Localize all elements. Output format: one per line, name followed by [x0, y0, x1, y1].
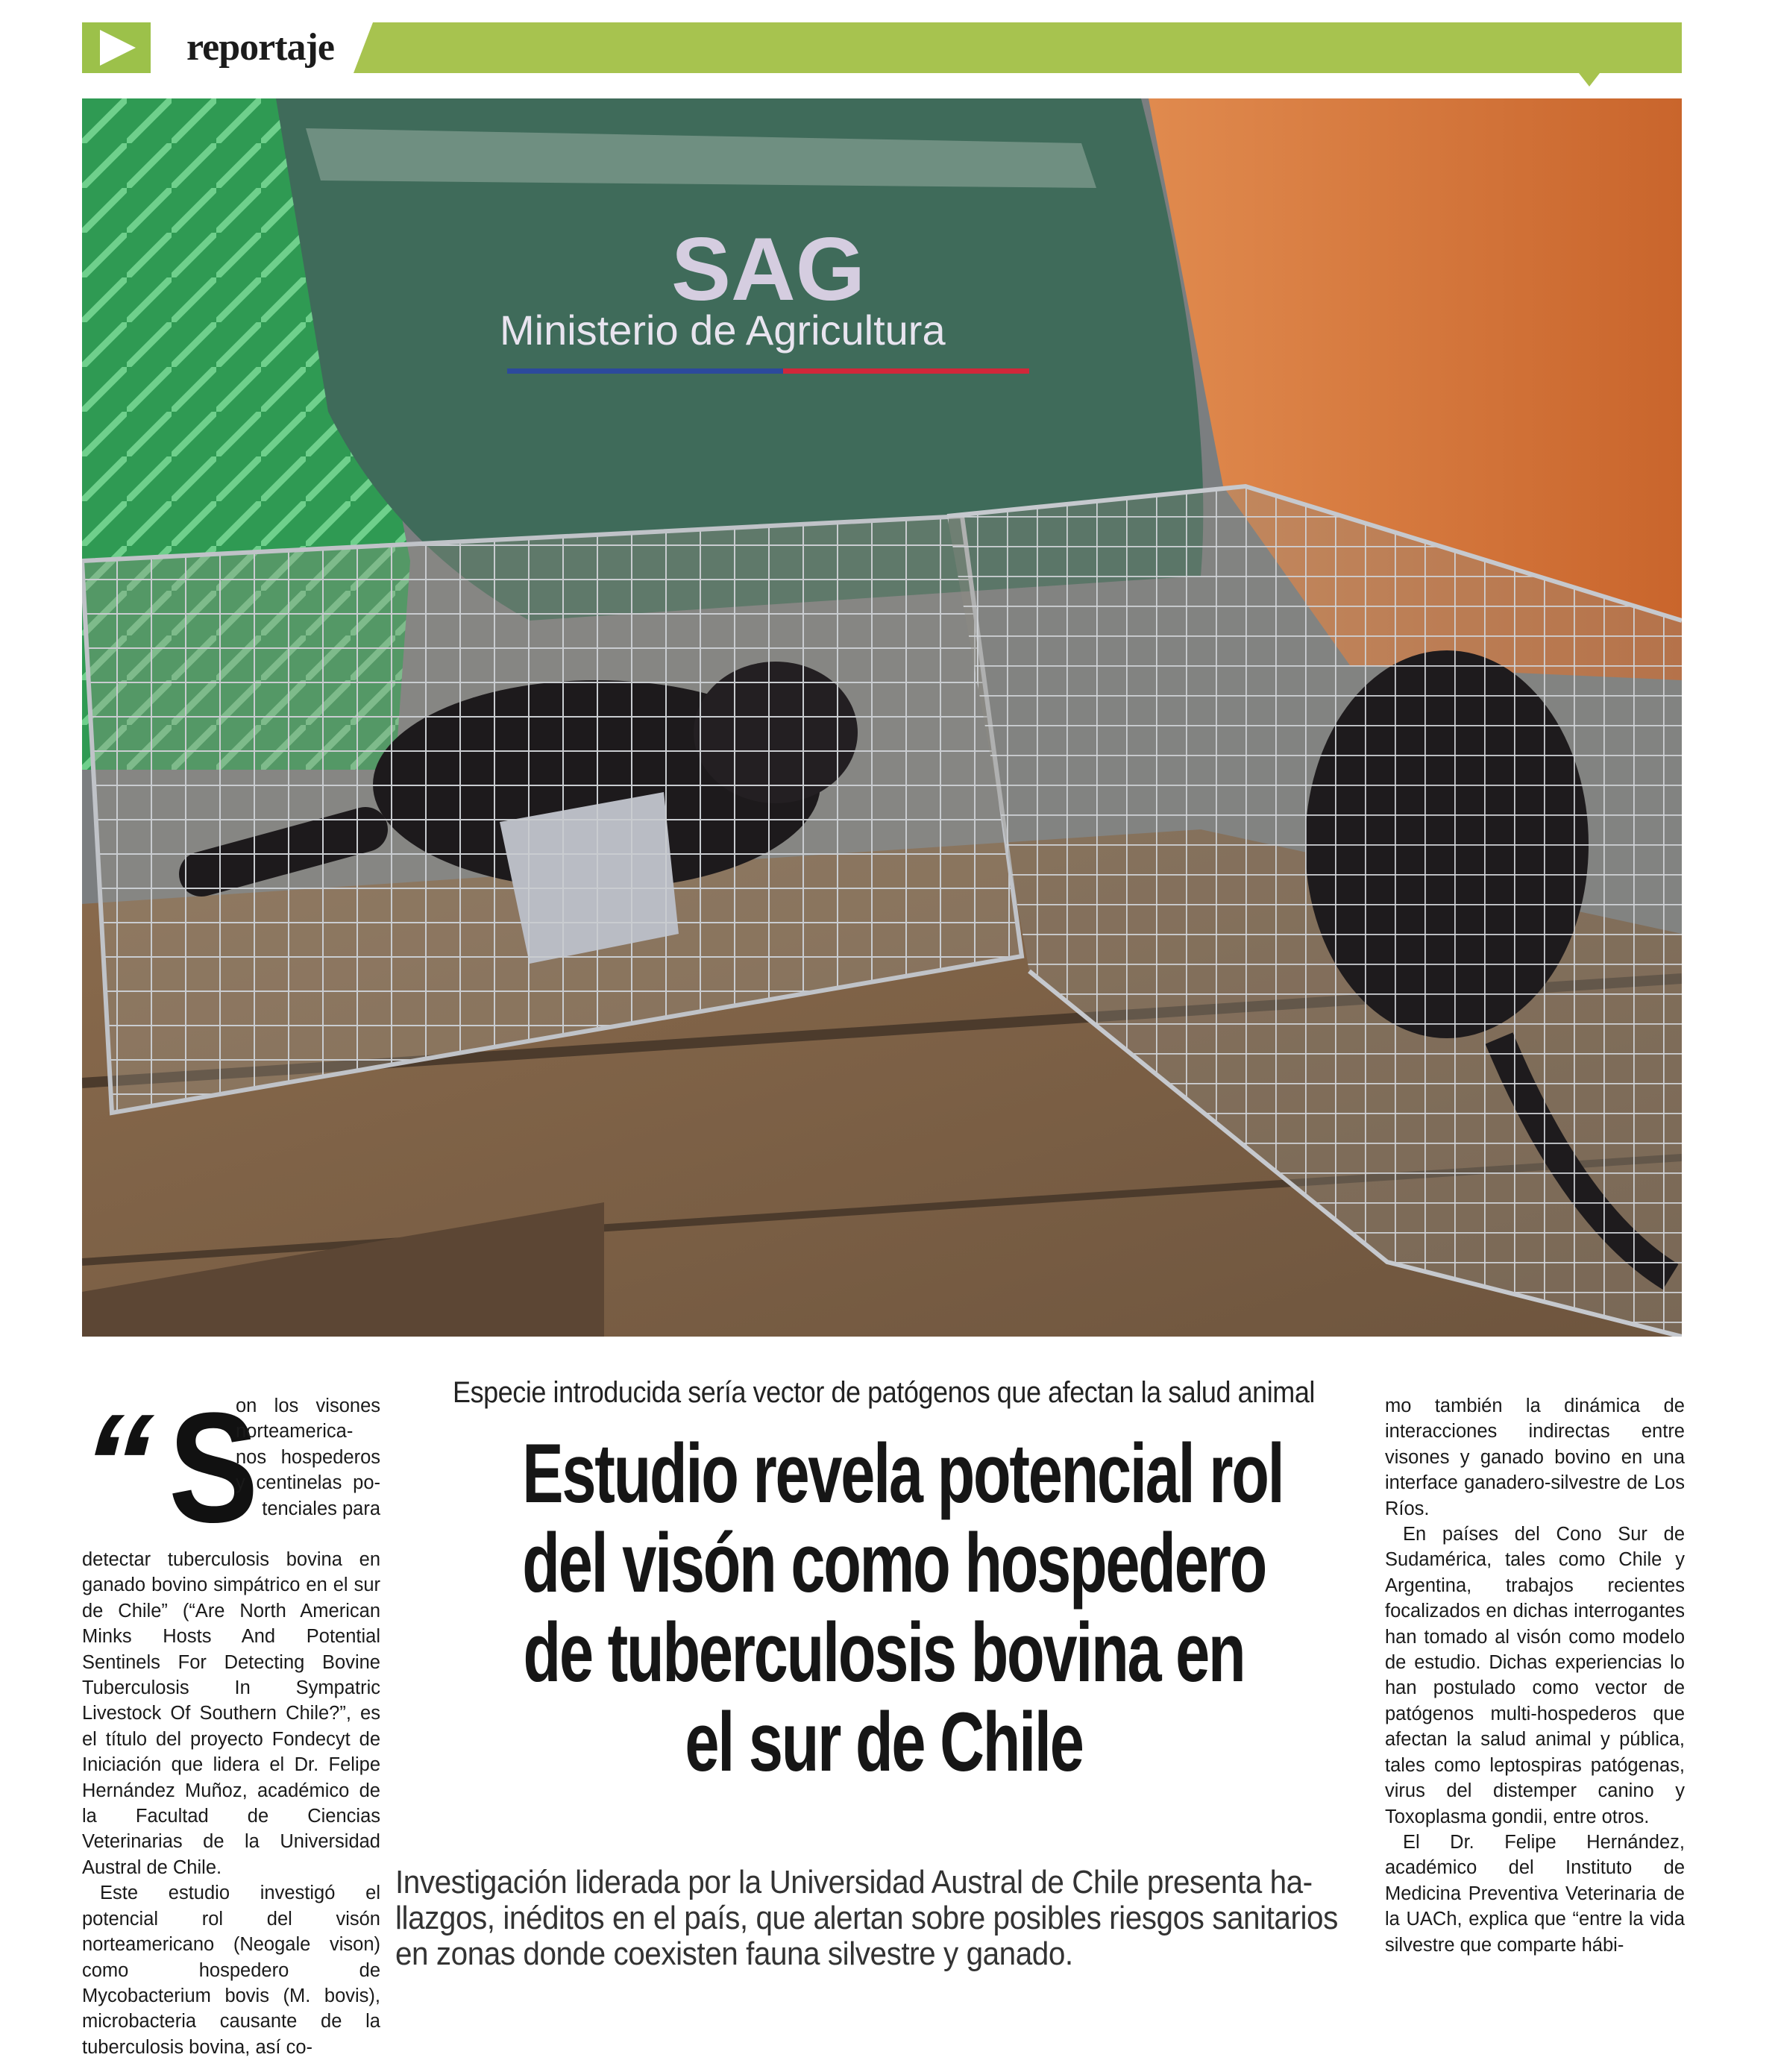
body-paragraph: detectar tuberculosis bovina en ganado bovino simpátrico en el sur de Chile” (“Are North American Minks Hosts And Potential Sentinels For Detecting Bovine Tuberculosis In Sympatric Livestock Of Southern Chile?”, es el título del proyecto Fondecyt de Iniciación que lidera el Dr. Felipe Hernández Muñoz, académico de la Facultad de Ciencias Veterinarias de la Universidad Austral de Chile.	[82, 1549, 380, 1878]
body-paragraph: mo también la dinámica de interacciones indirectas entre visones y ganado bovino en una interface ganadero-silvestre de Los Ríos.	[1385, 1396, 1685, 1519]
section-band-pointer	[1579, 73, 1600, 87]
headline	[395, 1429, 1372, 1787]
kicker: Especie introducida sería vector de patógenos que afectan la salud animal	[453, 1376, 1315, 1409]
headline-line: el sur de Chile	[685, 1695, 1083, 1789]
opening-quote-mark: “	[62, 1385, 160, 1543]
left-column	[62, 1380, 380, 2060]
drop-cap: S	[169, 1380, 259, 1555]
headline-line: de tuberculosis bovina en	[523, 1606, 1245, 1699]
body-paragraph: El Dr. Felipe Hernández, académico del Instituto de Medicina Preventiva Veterinaria de la UACh, explica que “entre la vida silvestre que comparte hábi-	[1385, 1831, 1685, 1956]
section-bar	[82, 22, 1682, 73]
section-play-icon	[82, 22, 151, 73]
drop-cap-block	[62, 1380, 380, 1555]
drop-line: norteamerica-	[236, 1421, 354, 1442]
drop-line: tenciales para	[262, 1498, 380, 1519]
article-photo	[82, 98, 1682, 1337]
bag-logo: SAG	[671, 219, 866, 319]
drop-line: on los visones	[236, 1396, 380, 1416]
body-paragraph: Este estudio investigó el potencial rol del visón norteamericano (Neogale vison) como hospedero de Mycobacterium bovis (M. bovis), microbacteria causante de la tuberculosis bovina, así co-	[82, 1883, 380, 2058]
section-band	[373, 22, 1682, 73]
headline-line: Estudio revela potencial rol	[522, 1427, 1284, 1520]
deck	[395, 1865, 1357, 1972]
deck-line: en zonas donde coexisten fauna silvestre y ganado.	[395, 1936, 1073, 1972]
body-paragraph: En países del Cono Sur de Sudamérica, tales como Chile y Argentina, trabajos recientes focalizados en dichas interrogantes han tomado al visón como modelo de estudio. Dichas experiencias lo han postulado como vector de patógenos multi-hospederos que afectan la salud animal y pública, tales como leptospiras patógenas, virus del distemper canino y Toxoplasma gondii, entre otros.	[1385, 1524, 1685, 1827]
drop-cap-lines	[236, 1393, 380, 1522]
headline-line: del visón como hospedero	[522, 1516, 1266, 1610]
deck-line: Investigación liderada por la Universidad Austral de Chile presenta ha-	[395, 1864, 1313, 1900]
bag-text: Ministerio de Agricultura	[500, 307, 946, 354]
right-column	[1385, 1393, 1685, 1958]
drop-line: nos hospederos	[236, 1446, 380, 1468]
deck-line: llazgos, inéditos en el país, que alertan sobre posibles riesgos sanitarios	[395, 1900, 1338, 1936]
section-label: reportaje	[186, 26, 334, 69]
drop-line: y centinelas po-	[236, 1472, 380, 1494]
